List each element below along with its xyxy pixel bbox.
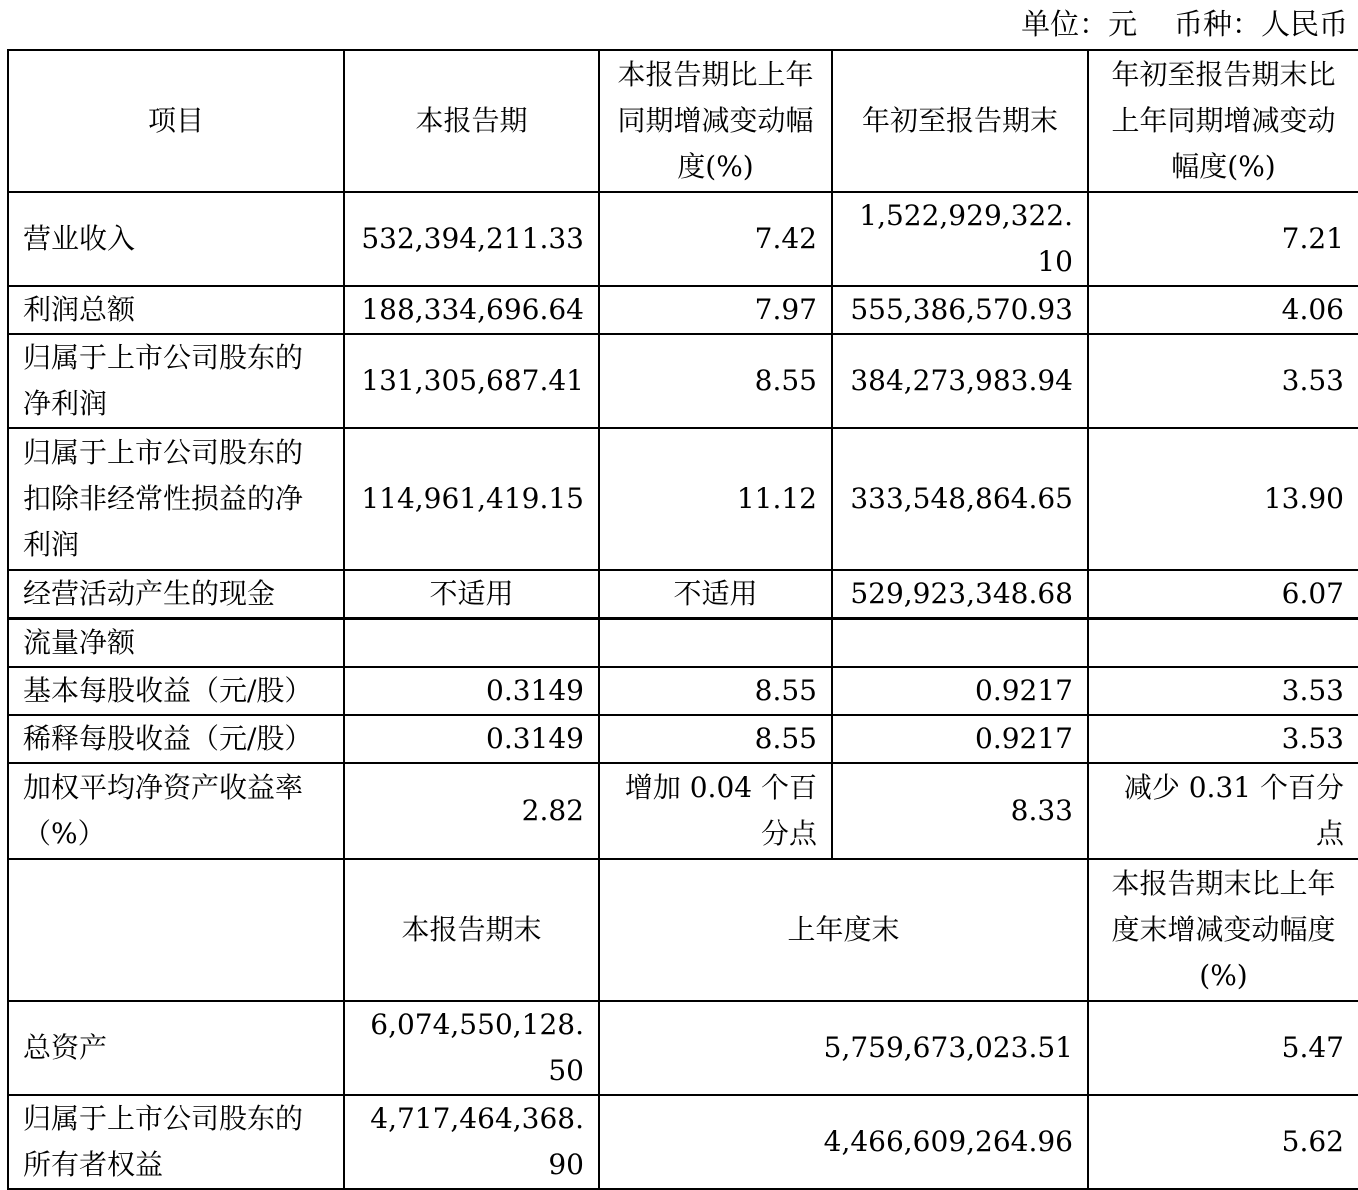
row-ytd: 384,273,983.94 <box>832 334 1088 428</box>
row-current: 不适用 <box>344 570 599 619</box>
row-ytd: 1,522,929,322.10 <box>832 192 1088 286</box>
row-current: 0.3149 <box>344 715 599 763</box>
table-row <box>8 428 1358 570</box>
row-current: 2.82 <box>344 763 599 859</box>
row-current-change: 不适用 <box>599 570 832 619</box>
row-current-change: 增加 0.04 个百分点 <box>599 763 832 859</box>
table-row <box>8 286 1358 334</box>
header2-item-empty <box>8 859 344 1001</box>
table-row <box>8 715 1358 763</box>
row-ytd-change: 3.53 <box>1088 334 1358 428</box>
row-current-change: 7.97 <box>599 286 832 334</box>
row-period-end: 6,074,550,128.50 <box>344 1001 599 1095</box>
row-prior-year-end: 4,466,609,264.96 <box>599 1095 1088 1189</box>
row-ytd-change: 3.53 <box>1088 715 1358 763</box>
row-period-end: 4,717,464,368.90 <box>344 1095 599 1189</box>
table-row <box>8 1001 1358 1095</box>
row-ytd-change: 13.90 <box>1088 428 1358 570</box>
row-current <box>344 619 599 668</box>
row-ytd: 0.9217 <box>832 667 1088 715</box>
table-row <box>8 192 1358 286</box>
row-current-change: 11.12 <box>599 428 832 570</box>
row-ytd: 8.33 <box>832 763 1088 859</box>
row-ytd-change <box>1088 619 1358 668</box>
row-ytd: 529,923,348.68 <box>832 570 1088 619</box>
row-ytd: 555,386,570.93 <box>832 286 1088 334</box>
row-item: 营业收入 <box>8 192 344 286</box>
row-current: 188,334,696.64 <box>344 286 599 334</box>
row-current: 114,961,419.15 <box>344 428 599 570</box>
row-item: 流量净额 <box>8 619 344 668</box>
table-row <box>8 619 1358 668</box>
header-ytd: 年初至报告期末 <box>832 50 1088 192</box>
row-current: 0.3149 <box>344 667 599 715</box>
row-item: 归属于上市公司股东的扣除非经常性损益的净利润 <box>8 428 344 570</box>
row-item: 经营活动产生的现金 <box>8 570 344 619</box>
row-ytd: 0.9217 <box>832 715 1088 763</box>
table-header-row <box>8 50 1358 192</box>
row-item: 加权平均净资产收益率（%） <box>8 763 344 859</box>
row-current-change <box>599 619 832 668</box>
row-item: 基本每股收益（元/股） <box>8 667 344 715</box>
table-row <box>8 1095 1358 1189</box>
row-prior-year-end: 5,759,673,023.51 <box>599 1001 1088 1095</box>
row-ytd-change: 4.06 <box>1088 286 1358 334</box>
row-item: 利润总额 <box>8 286 344 334</box>
header2-prior-year-end: 上年度末 <box>599 859 1088 1001</box>
row-current: 131,305,687.41 <box>344 334 599 428</box>
header2-period-end: 本报告期末 <box>344 859 599 1001</box>
row-ytd-change: 7.21 <box>1088 192 1358 286</box>
table-row <box>8 763 1358 859</box>
row-change: 5.47 <box>1088 1001 1358 1095</box>
row-item: 稀释每股收益（元/股） <box>8 715 344 763</box>
header-item: 项目 <box>8 50 344 192</box>
row-current: 532,394,211.33 <box>344 192 599 286</box>
row-ytd-change: 6.07 <box>1088 570 1358 619</box>
unit-currency-note: 单位：元 币种：人民币 <box>1021 7 1348 41</box>
row-ytd <box>832 619 1088 668</box>
table-row <box>8 667 1358 715</box>
header-current-period: 本报告期 <box>344 50 599 192</box>
row-ytd: 333,548,864.65 <box>832 428 1088 570</box>
row-ytd-change: 减少 0.31 个百分点 <box>1088 763 1358 859</box>
financial-summary-table <box>7 49 1358 1190</box>
row-item: 归属于上市公司股东的所有者权益 <box>8 1095 344 1189</box>
table-row <box>8 570 1358 619</box>
row-item: 归属于上市公司股东的净利润 <box>8 334 344 428</box>
row-change: 5.62 <box>1088 1095 1358 1189</box>
table-row <box>8 334 1358 428</box>
row-ytd-change: 3.53 <box>1088 667 1358 715</box>
row-item: 总资产 <box>8 1001 344 1095</box>
row-current-change: 8.55 <box>599 667 832 715</box>
header-ytd-change: 年初至报告期末比上年同期增减变动幅度(%) <box>1088 50 1358 192</box>
header2-change: 本报告期末比上年度末增减变动幅度(%) <box>1088 859 1358 1001</box>
row-current-change: 8.55 <box>599 334 832 428</box>
table-header-row-2 <box>8 859 1358 1001</box>
header-current-change: 本报告期比上年同期增减变动幅度(%) <box>599 50 832 192</box>
row-current-change: 7.42 <box>599 192 832 286</box>
row-current-change: 8.55 <box>599 715 832 763</box>
